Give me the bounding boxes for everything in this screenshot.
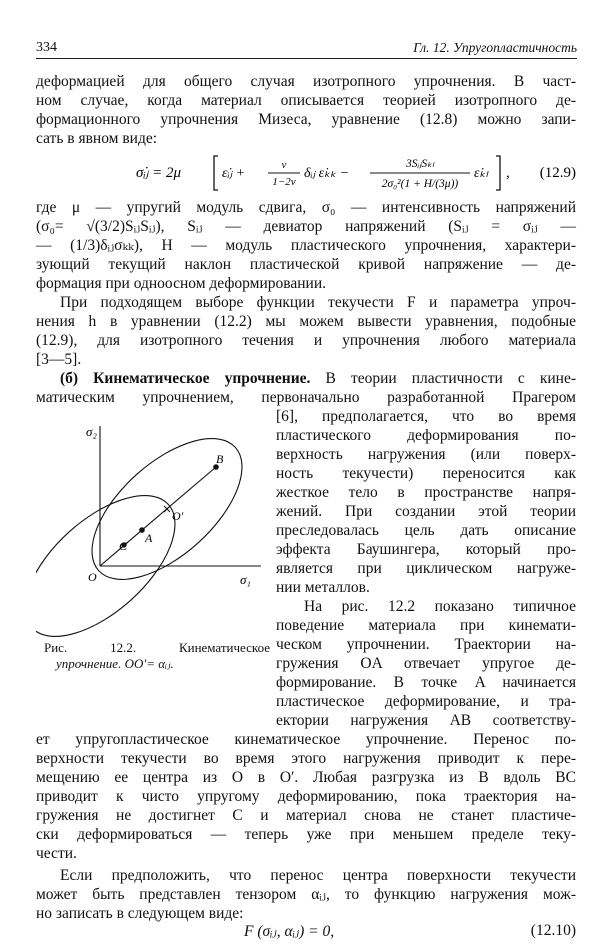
label-B: B — [216, 452, 224, 466]
text-line: При подходящем выборе функции текучести F и параметра упроч- — [60, 294, 576, 311]
axis-label-sigma2: σ₂ — [86, 424, 97, 439]
text-line: может быть представлен тензором αᵢⱼ, то функцию нагружения мож- — [36, 886, 576, 903]
page-header — [36, 40, 577, 59]
text-line: [6], предполагается, что во время — [276, 408, 576, 425]
bracket-right — [496, 156, 500, 190]
equation-number: (12.9) — [539, 165, 576, 181]
equation-number: (12.10) — [530, 922, 576, 939]
text-line: формационного упрочнения Мизеса, уравнение (12.8) можно запи- — [36, 111, 576, 128]
text-line: (12.9), для изотропного течения и упрочнения любого материала — [36, 332, 576, 349]
text-line: гружения не достигнет C и материал снова не станет пластиче- — [36, 807, 576, 824]
text-line: Если предположить, что перенос центра поверхности текучести — [60, 867, 576, 884]
figure-12-2 — [36, 418, 271, 658]
text-line: деформацией для общего случая изотропного упрочнения. В част- — [36, 73, 576, 90]
text-line: формация при одноосном деформировании. — [36, 275, 327, 292]
running-title: Гл. 12. Упругопластичность — [413, 40, 577, 55]
text-line: эффекта Баушингера, который про- — [276, 541, 576, 558]
text-line: пластическое деформирование, и тра- — [276, 693, 576, 710]
text-line: ческом упрочнении. Траектории на- — [276, 636, 576, 653]
page-number: 334 — [36, 40, 57, 55]
text-line: нии металлов. — [276, 579, 370, 596]
text-line: приводит к чисто упругому деформированию, пока траектория на- — [36, 788, 576, 805]
figure-caption-line1: Рис. 12.2. Кинематическое — [44, 640, 270, 655]
label-O: O — [88, 570, 97, 584]
text-line: жений. При создании этой теории — [276, 503, 576, 520]
eq-frac1-den: 1−2ν — [272, 176, 296, 188]
eq-term1: ε̇ᵢⱼ + — [222, 166, 246, 181]
equation-12-9-render — [36, 148, 576, 198]
figure-caption-line2: упрочнение. OO′= αᵢⱼ. — [56, 656, 174, 671]
text-line: — (1/3)δᵢⱼσₖₖ), H — модуль пластического упрочнения, характери- — [36, 237, 576, 254]
eq-term3: ε̇ₖₗ — [474, 166, 488, 181]
axis-label-sigma1: σ₁ — [240, 572, 251, 587]
text-line: ски деформироваться — теперь уже при меньшем пределе теку- — [36, 826, 576, 843]
eq-frac1-num: ν — [281, 159, 287, 171]
text-line: гружения OA отвечает упругое де- — [276, 655, 576, 672]
eq-lhs: σ̇ᵢⱼ = 2μ — [136, 165, 182, 181]
text-line: верхность нагружения (или поверх- — [276, 446, 576, 463]
bracket-left — [214, 156, 218, 190]
text-line: На рис. 12.2 показано типичное — [304, 598, 576, 615]
label-Oprime: O′ — [172, 509, 184, 523]
eq-comma: , — [506, 165, 510, 181]
text-line: является при циклическом нагруже- — [276, 560, 576, 577]
label-A: A — [145, 531, 153, 545]
section-heading-line — [60, 369, 576, 388]
text-line: преследовалась цель дать описание — [276, 522, 576, 539]
text-line: жесткое тело в пространстве напря- — [276, 484, 576, 501]
eq-12-10-body: F (σᵢⱼ, αᵢⱼ) = 0, — [244, 923, 335, 940]
text-line: где μ — упругий модуль сдвига, σ₀ — интенсивность напряжений — [36, 199, 576, 216]
label-C: C — [119, 539, 128, 553]
equation-12-9 — [36, 148, 576, 198]
text-line: мещению ее центра из O в O′. Любая разгрузка из B вдоль BC — [36, 769, 576, 786]
section-heading: (б) Кинематическое упрочнение. — [60, 370, 311, 387]
text-line: [3—5]. — [36, 351, 82, 368]
text-line: но записать в следующем виде: — [36, 905, 244, 922]
eq-frac2-num: 3SᵢⱼSₖₗ — [406, 158, 434, 170]
text-line: формирование. В точке A начинается — [276, 674, 576, 691]
yield-surface-diagram — [36, 418, 271, 658]
text-line: ет упругопластическое кинематическое упрочнение. Перенос по- — [36, 731, 576, 748]
text-line: пластического деформирования по- — [276, 427, 576, 444]
text-line: сать в явном виде: — [36, 130, 158, 147]
section-heading-rest: В теории пластичности с кине- — [310, 370, 577, 387]
text-line: верхности текучести во время этого нагружения приводит к пере- — [36, 750, 576, 767]
point-A — [139, 527, 145, 533]
text-line: чести. — [36, 845, 77, 862]
text-line: нения h в уравнении (12.2) мы можем вывести уравнения, подобные — [36, 313, 576, 330]
text-line: зующий текущий наклон пластической кривой напряжение — де- — [36, 256, 576, 273]
equation-12-10 — [36, 922, 576, 944]
initial-yield-surface — [36, 470, 199, 658]
eq-term2: δᵢⱼ ε̇ₖₖ − — [304, 166, 350, 181]
text-line: ном случае, когда материал описывается теорией изотропного де- — [36, 92, 576, 109]
text-line: ность текучести) переносится как — [276, 465, 576, 482]
text-line: матическим упрочнением, первоначально разработанной Прагером — [36, 389, 576, 406]
text-line: ектории нагружения AB соответству- — [276, 712, 576, 729]
text-line: поведение материала при кинемати- — [276, 617, 576, 634]
eq-frac2-den: 2σ₀²(1 + H/(3μ)) — [381, 178, 459, 190]
text-line: (σ₀= √(3/2)SᵢⱼSᵢⱼ), Sᵢⱼ — девиатор напряжений (Sᵢⱼ = σᵢⱼ — — [36, 218, 576, 235]
